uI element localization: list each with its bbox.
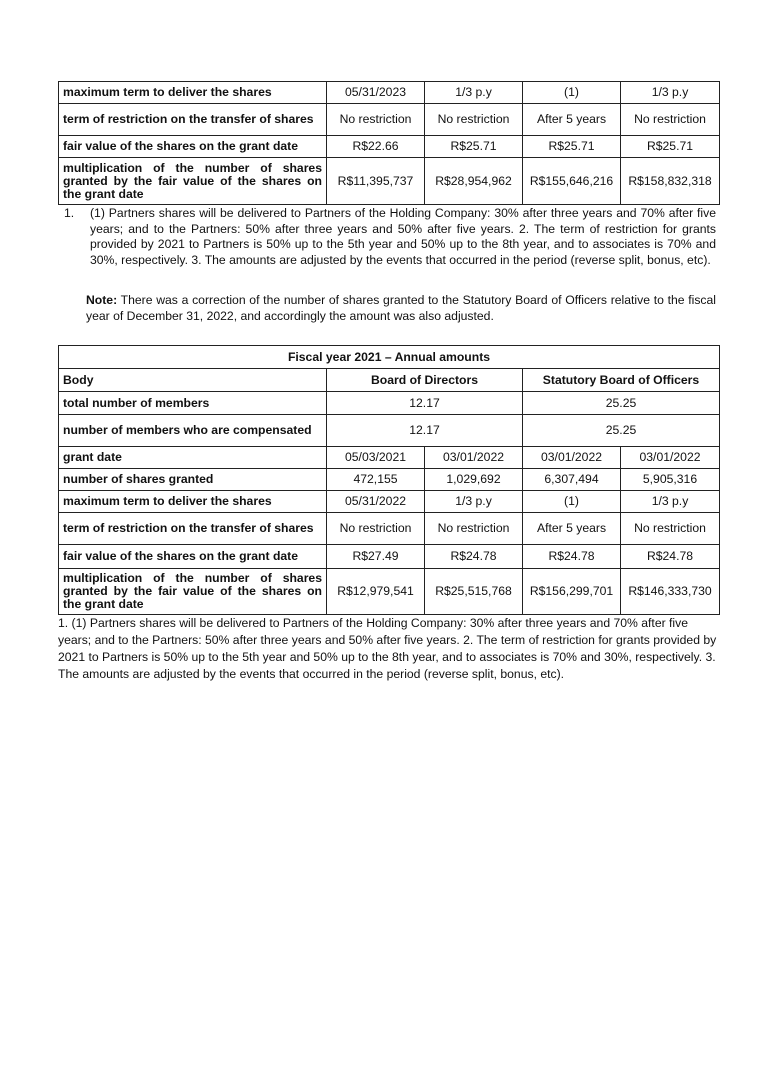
cell: 1,029,692: [425, 469, 523, 491]
row-label: fair value of the shares on the grant date: [59, 136, 327, 158]
row-label: maximum term to deliver the shares: [59, 82, 327, 104]
row-label: maximum term to deliver the shares: [59, 491, 327, 513]
table-row: [59, 469, 720, 491]
cell: R$25.71: [425, 136, 523, 158]
cell: No restriction: [327, 104, 425, 136]
table-title: Fiscal year 2021 – Annual amounts: [59, 346, 720, 369]
cell: R$156,299,701: [523, 569, 621, 615]
cell: 12.17: [327, 392, 523, 415]
row-label: total number of members: [59, 392, 327, 415]
cell: After 5 years: [523, 513, 621, 545]
table-header-row: [59, 369, 720, 392]
cell: 03/01/2022: [523, 447, 621, 469]
cell: 5,905,316: [621, 469, 720, 491]
continued-compensation-table: [58, 81, 720, 205]
body-header: Body: [59, 369, 327, 392]
table-row: [59, 545, 720, 569]
correction-note: [86, 293, 716, 324]
table-row: [59, 491, 720, 513]
cell: R$146,333,730: [621, 569, 720, 615]
table-title-row: [59, 346, 720, 369]
cell: R$25.71: [523, 136, 621, 158]
table-row: [59, 104, 720, 136]
row-label: multiplication of the number of shares granted by the fair value of the shares on the grant date: [59, 158, 327, 205]
cell: R$155,646,216: [523, 158, 621, 205]
table-row: [59, 136, 720, 158]
cell: R$158,832,318: [621, 158, 720, 205]
cell: No restriction: [425, 513, 523, 545]
cell: 1/3 p.y: [425, 491, 523, 513]
footnote-number: 1.: [64, 206, 75, 220]
row-label: grant date: [59, 447, 327, 469]
cell: 05/03/2021: [327, 447, 425, 469]
fiscal-2021-compensation-table: [58, 345, 720, 615]
cell: R$24.78: [425, 545, 523, 569]
cell: 472,155: [327, 469, 425, 491]
table-row: [59, 447, 720, 469]
cell: R$25.71: [621, 136, 720, 158]
table-row: [59, 82, 720, 104]
cell: R$24.78: [621, 545, 720, 569]
cell: R$25,515,768: [425, 569, 523, 615]
note-label: Note:: [86, 293, 118, 307]
cell: No restriction: [327, 513, 425, 545]
row-label: number of members who are compensated: [59, 415, 327, 447]
cell: 1/3 p.y: [621, 82, 720, 104]
cell: 6,307,494: [523, 469, 621, 491]
cell: 12.17: [327, 415, 523, 447]
cell: 1/3 p.y: [621, 491, 720, 513]
cell: 25.25: [523, 392, 720, 415]
row-label: term of restriction on the transfer of shares: [59, 104, 327, 136]
cell: 03/01/2022: [425, 447, 523, 469]
cell: (1): [523, 82, 621, 104]
cell: R$24.78: [523, 545, 621, 569]
row-label: multiplication of the number of shares granted by the fair value of the shares on the grant date: [59, 569, 327, 615]
cell: R$28,954,962: [425, 158, 523, 205]
cell: R$27.49: [327, 545, 425, 569]
cell: No restriction: [621, 513, 720, 545]
footnote-1: [64, 206, 716, 268]
cell: 05/31/2023: [327, 82, 425, 104]
cell: 05/31/2022: [327, 491, 425, 513]
group-header-board-of-directors: Board of Directors: [327, 369, 523, 392]
cell: R$22.66: [327, 136, 425, 158]
row-label: number of shares granted: [59, 469, 327, 491]
note-text: There was a correction of the number of shares granted to the Statutory Board of Officers relative to the fiscal year of December 31, 2022, and accordingly the amount was also adjusted.: [86, 293, 716, 323]
cell: R$11,395,737: [327, 158, 425, 205]
table-row: [59, 392, 720, 415]
cell: No restriction: [621, 104, 720, 136]
table-row: [59, 513, 720, 545]
table-row: [59, 415, 720, 447]
cell: After 5 years: [523, 104, 621, 136]
cell: 03/01/2022: [621, 447, 720, 469]
footnote-text: (1) Partners shares will be delivered to Partners of the Holding Company: 30% after three years and 70% after five years; and to the Partners: 50% after three years and 50% after five years. 2. The term of restriction for grants provided by 2021 to Partners is 50% up to the 5th year and 50% up to the 8th year, and to associates is 70% and 30%, respectively. 3. The amounts are adjusted by the events that occurred in the period (reverse split, bonus, etc).: [90, 206, 716, 267]
cell: 25.25: [523, 415, 720, 447]
cell: R$12,979,541: [327, 569, 425, 615]
group-header-statutory-board: Statutory Board of Officers: [523, 369, 720, 392]
cell: (1): [523, 491, 621, 513]
cell: No restriction: [425, 104, 523, 136]
row-label: term of restriction on the transfer of shares: [59, 513, 327, 545]
row-label: fair value of the shares on the grant date: [59, 545, 327, 569]
table-row: [59, 569, 720, 615]
footnote-2: 1. (1) Partners shares will be delivered to Partners of the Holding Company: 30% after three years and 70% after five years; and to the Partners: 50% after three years and 50% after five years. 2. The term of restriction for grants provided by 2021 to Partners is 50% up to the 5th year and 50% up to the 8th year, and to associates is 70% and 30%, respectively. 3. The amounts are adjusted by the events that occurred in the period (reverse split, bonus, etc).: [58, 616, 717, 681]
cell: 1/3 p.y: [425, 82, 523, 104]
table-row: [59, 158, 720, 205]
